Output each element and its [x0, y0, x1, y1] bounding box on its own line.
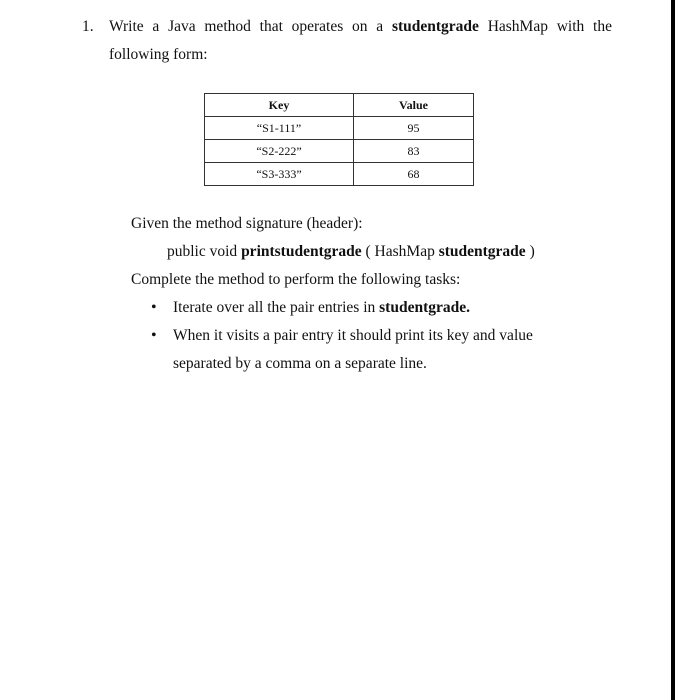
task-bold-term: studentgrade.: [379, 299, 470, 316]
question-block: [82, 13, 612, 69]
table-row: [205, 163, 474, 186]
signature-text: public void: [167, 243, 238, 260]
question-text: [109, 13, 612, 41]
method-signature: [131, 238, 591, 266]
table-cell-value: 95: [354, 117, 474, 140]
table-header-row: [205, 94, 474, 117]
bullet-icon: •: [151, 299, 157, 316]
table-row: [205, 140, 474, 163]
task-text-line: When it visits a pair entry it should print its key and value: [173, 327, 533, 344]
task-list: [131, 294, 591, 378]
table-cell-key: “S1-111”: [205, 117, 354, 140]
table-cell-value: 68: [354, 163, 474, 186]
list-item: [151, 294, 591, 322]
question-text-part: Write a Java method that operates on a: [109, 18, 384, 35]
table-cell-key: “S2-222”: [205, 140, 354, 163]
signature-text: ): [529, 243, 535, 260]
column-header-value: Value: [354, 94, 474, 117]
question-number: 1.: [82, 18, 94, 35]
table-cell-value: 83: [354, 140, 474, 163]
table-cell-key: “S3-333”: [205, 163, 354, 186]
tasks-intro: Complete the method to perform the following tasks:: [131, 271, 461, 288]
task-text: [173, 322, 591, 378]
signature-text: ( HashMap: [365, 243, 435, 260]
signature-method-name: printstudentgrade: [241, 243, 362, 260]
task-text: [173, 294, 591, 322]
column-header-key: Key: [205, 94, 354, 117]
task-text-line: separated by a comma on a separate line.: [173, 355, 427, 372]
signature-intro: Given the method signature (header):: [131, 215, 363, 232]
page-edge-border: [671, 0, 675, 700]
question-text-part: HashMap with the: [487, 18, 612, 35]
question-line-1: [82, 13, 612, 41]
list-item: [151, 322, 591, 378]
hashmap-table: [204, 93, 474, 186]
table-row: [205, 117, 474, 140]
question-line-2: following form:: [109, 46, 208, 63]
instructions-block: [131, 210, 591, 378]
question-bold-term: studentgrade: [391, 18, 479, 35]
task-text-part: Iterate over all the pair entries in: [173, 299, 376, 316]
bullet-icon: •: [151, 327, 157, 344]
signature-param-name: studentgrade: [438, 243, 526, 260]
